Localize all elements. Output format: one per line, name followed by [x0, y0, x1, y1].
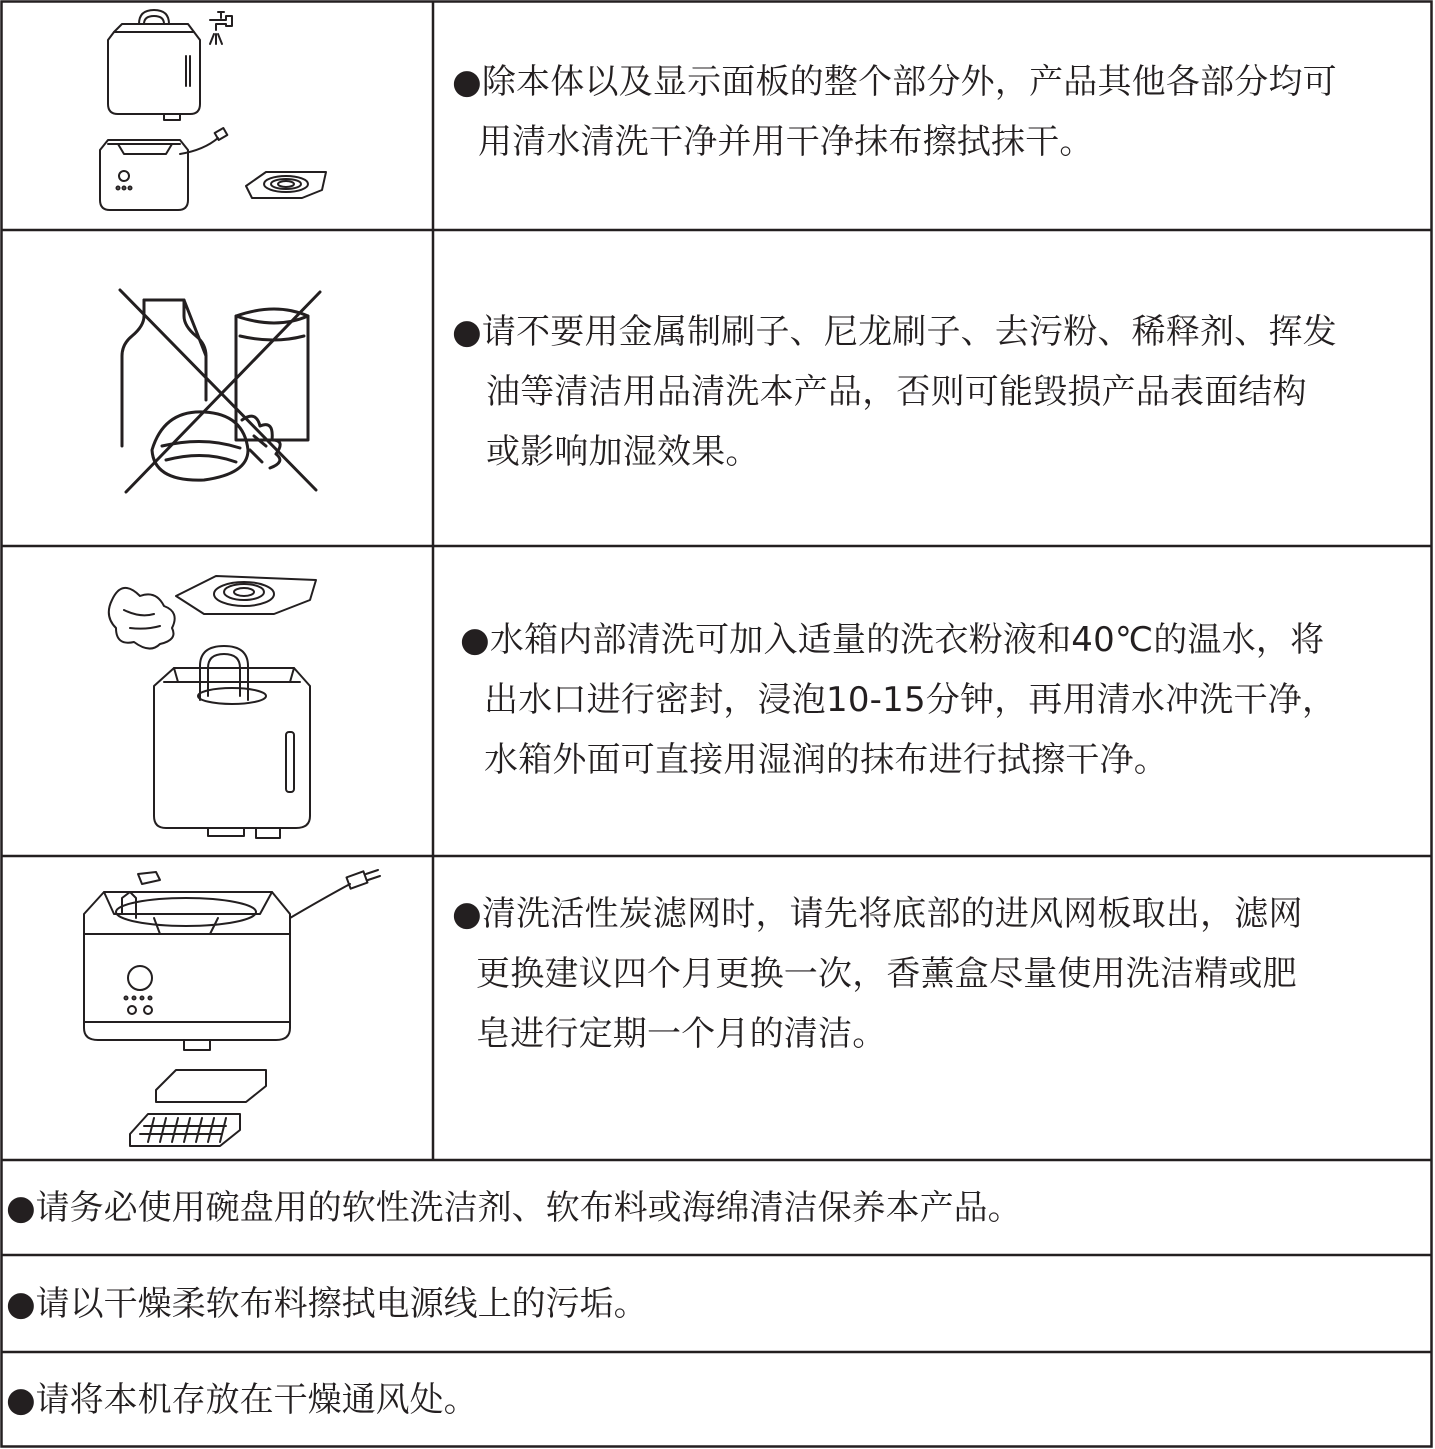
- bullet: ●: [460, 620, 490, 660]
- note-text: 请以干燥柔软布料擦拭电源线上的污垢。: [35, 1284, 648, 1324]
- note-text: 请务必使用碗盘用的软性洗洁剂、软布料或海绵清洁保养本产品。: [35, 1188, 1022, 1228]
- no-chemical-cleaners-icon: [4, 240, 430, 540]
- text-line: 出水口进行密封，浸泡10-15分钟，再用清水冲洗干净，: [484, 680, 1337, 720]
- bullet: ●: [452, 312, 482, 352]
- row-2-illustration: [4, 240, 430, 540]
- note-text: 请将本机存放在干燥通风处。: [35, 1380, 478, 1420]
- text-line: 水箱外面可直接用湿润的抹布进行拭擦干净。: [484, 740, 1168, 780]
- note-2: [6, 1284, 648, 1324]
- row-4-text: [452, 884, 1303, 1064]
- row-2-text: [452, 302, 1337, 482]
- row-1-text: [452, 52, 1337, 172]
- text-line: 请不要用金属制刷子、尼龙刷子、去污粉、稀释剂、挥发: [481, 312, 1337, 352]
- bullet: ●: [452, 894, 482, 934]
- note-3: [6, 1380, 478, 1420]
- bullet: ●: [6, 1284, 36, 1324]
- text-line: 油等清洁用品清洗本产品，否则可能毁损产品表面结构: [486, 372, 1307, 412]
- humidifier-disassembled-icon: [4, 4, 430, 228]
- row-1-illustration: [4, 4, 430, 228]
- text-line: 或影响加湿效果。: [486, 432, 760, 472]
- text-line: 水箱内部清洗可加入适量的洗衣粉液和40℃的温水，将: [489, 620, 1325, 660]
- note-1: [6, 1188, 1022, 1228]
- text-line: 除本体以及显示面板的整个部分外，产品其他各部分均可: [481, 62, 1337, 102]
- text-line: 清洗活性炭滤网时，请先将底部的进风网板取出，滤网: [481, 894, 1303, 934]
- water-tank-cleaning-icon: [4, 556, 430, 852]
- bullet: ●: [6, 1188, 36, 1228]
- text-line: 用清水清洗干净并用干净抹布擦拭抹干。: [478, 122, 1094, 162]
- text-line: 更换建议四个月更换一次，香薰盒尽量使用洗洁精或肥: [476, 954, 1297, 994]
- bullet: ●: [6, 1380, 36, 1420]
- bullet: ●: [452, 62, 482, 102]
- row-4-illustration: [4, 862, 430, 1156]
- row-3-illustration: [4, 556, 430, 852]
- text-line: 皂进行定期一个月的清洁。: [476, 1014, 887, 1054]
- row-3-text: [460, 610, 1336, 790]
- base-filter-removal-icon: [4, 862, 430, 1156]
